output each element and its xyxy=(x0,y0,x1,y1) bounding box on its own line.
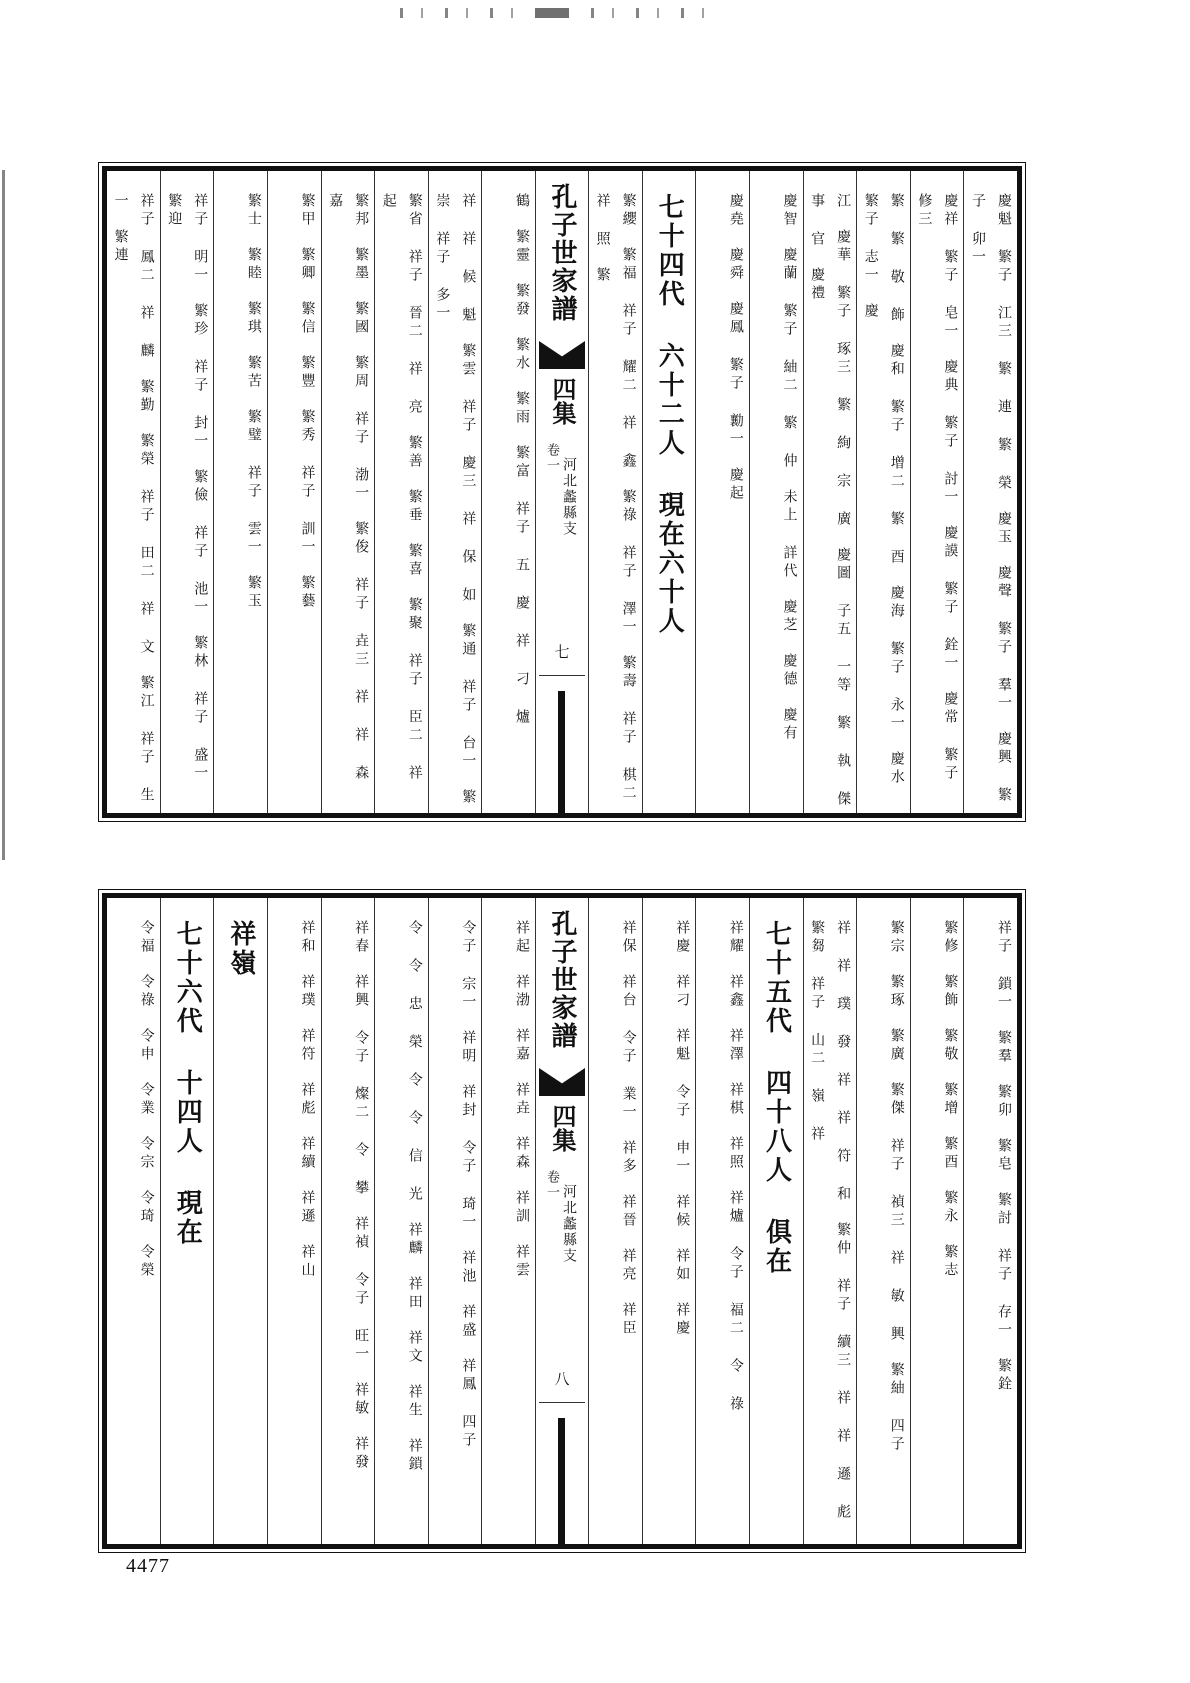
spine-divider xyxy=(539,675,585,676)
text-column: 繁修 繁飾 繁敬 繁增 繁酉 繁永 繁志 xyxy=(910,898,964,1544)
text-column: 令 令 忠 榮 令 令 信 光 祥麟 祥田 祥文 祥生 祥鎖 xyxy=(374,898,428,1544)
collection-label: 四集 xyxy=(548,1104,577,1152)
volume-label: 河北蠡縣支 xyxy=(561,457,577,537)
book-title: 孔子世家譜 xyxy=(547,183,577,323)
text-column: 祥 祥 候 魁 繁雲 祥子 慶三 祥 保 如 繁通 祥子 台一 繁崇 祥子 多一 xyxy=(428,171,482,813)
leaf-number: 八 xyxy=(554,1370,570,1388)
text-column: 令子 宗一 祥明 祥封 令子 琦一 祥池 祥盛 祥鳳 四子 xyxy=(428,898,482,1544)
text-column: 祥子 鳳二 祥 麟 繁勤 繁榮 祥子 田二 祥 文 繁江 祥子 生一 繁連 xyxy=(112,193,155,805)
text-column: 繁省 祥子 晉二 祥 亮 繁善 繁垂 繁喜 繁聚 祥子 臣二 祥 起 xyxy=(374,171,428,813)
text-column: 繁甲 繁卿 繁信 繁豐 繁秀 祥子 訓一 繁藝 xyxy=(267,171,321,813)
text-column: 祥嶺 xyxy=(213,898,267,1544)
genealogy-panel-bottom xyxy=(102,893,1022,1549)
spine-bar xyxy=(558,1418,565,1544)
text-column: 慶智 慶蘭 繁子 紬二 繁 仲 未上 詳代 慶芝 慶德 慶有 xyxy=(749,171,803,813)
text-column: 江 慶華 繁子 琢三 繁 絢 宗 廣 慶圖 子五 一等 繁 執 傑 事 官 慶禮 xyxy=(803,171,857,813)
text-column: 繁宗 繁琢 繁廣 繁傑 祥子 禎三 祥 敏 興 繁紬 四子 xyxy=(856,898,910,1544)
text-column: 令福 令祿 令申 令業 令宗 令琦 令榮 xyxy=(138,920,155,1280)
volume-label: 河北蠡縣支 xyxy=(561,1184,577,1264)
spine-divider xyxy=(539,1402,585,1403)
text-column: 慶祥 繁子 皂一 慶典 繁子 討一 慶謨 繁子 銓一 慶常 繁子 修三 xyxy=(910,171,964,813)
text-column: 慶堯 慶舜 慶鳳 繁子 勷一 慶起 xyxy=(695,171,749,813)
text-column: 繁纓 繁福 祥子 耀二 祥 鑫 繁祿 祥子 澤一 繁壽 祥子 棋二 祥 照 繁 xyxy=(588,171,642,813)
juan-label: 卷一 xyxy=(544,1170,559,1200)
text-column: 繁士 繁睦 繁琪 繁苦 繁璧 祥子 雲一 繁玉 xyxy=(213,171,267,813)
text-column: 鶴 繁靈 繁發 繁水 繁雨 繁富 祥子 五 慶 祥 刁 爐 xyxy=(481,171,535,813)
generation-heading: 七十四代 六十二人 現在六十人 xyxy=(642,171,696,813)
text-column: 祥 祥 璞 發 祥 祥 符 和 繁仲 祥子 續三 祥 祥 遜 彪 繁芻 祥子 山二 嶺 祥 xyxy=(803,898,857,1544)
text-column: 祥子 鎖一 繁羣 繁卯 繁皂 繁討 祥子 存一 繁銓 xyxy=(963,898,1017,1544)
text-column: 祥起 祥渤 祥嘉 祥垚 祥森 祥訓 祥雲 xyxy=(481,898,535,1544)
text-column: 祥慶 祥刁 祥魁 令子 申一 祥候 祥如 祥慶 xyxy=(642,898,696,1544)
leaf-number: 七 xyxy=(554,643,570,661)
text-column: 祥和 祥璞 祥符 祥彪 祥續 祥遜 祥山 xyxy=(267,898,321,1544)
juan-label: 卷一 xyxy=(544,443,559,473)
collection-label: 四集 xyxy=(548,377,577,425)
generation-heading: 七十六代 十四人 現在 xyxy=(160,898,214,1544)
book-title: 孔子世家譜 xyxy=(547,910,577,1050)
fishtail-ornament xyxy=(539,341,585,369)
text-column: 祥保 祥台 令子 業一 祥多 祥晉 祥亮 祥臣 xyxy=(588,898,642,1544)
text-column: 慶魁 繁子 江三 繁 連 繁 榮 慶玉 慶聲 繁子 羣一 慶興 繁子 卯一 xyxy=(963,171,1017,813)
generation-heading: 七十五代 四十八人 俱在 xyxy=(749,898,803,1544)
scan-artifact-marks xyxy=(400,8,940,22)
text-column: 繁 繁 敬 飾 慶和 繁子 增二 繁 酉 慶海 繁子 永一 慶水 繁子 志一 慶 xyxy=(856,171,910,813)
text-column: 繁邦 繁墨 繁國 繁周 祥子 渤一 繁俊 祥子 垚三 祥 祥 森 嘉 xyxy=(321,171,375,813)
text-column: 祥子 明一 繁珍 祥子 封一 繁儉 祥子 池一 繁林 祥子 盛一 繁迎 xyxy=(160,171,214,813)
spine-bar xyxy=(558,691,565,813)
book-spine-label xyxy=(535,898,588,1544)
text-column: 祥春 祥興 令子 燦二 令 攀 祥禎 令子 旺一 祥敏 祥發 xyxy=(321,898,375,1544)
scan-edge-rule xyxy=(2,170,5,860)
page-number: 4477 xyxy=(126,1555,170,1577)
fishtail-ornament xyxy=(539,1068,585,1096)
genealogy-panel-top xyxy=(102,166,1022,818)
book-spine-label xyxy=(535,171,588,813)
text-column: 祥耀 祥鑫 祥澤 祥棋 祥照 祥爐 令子 福二 令 祿 xyxy=(695,898,749,1544)
